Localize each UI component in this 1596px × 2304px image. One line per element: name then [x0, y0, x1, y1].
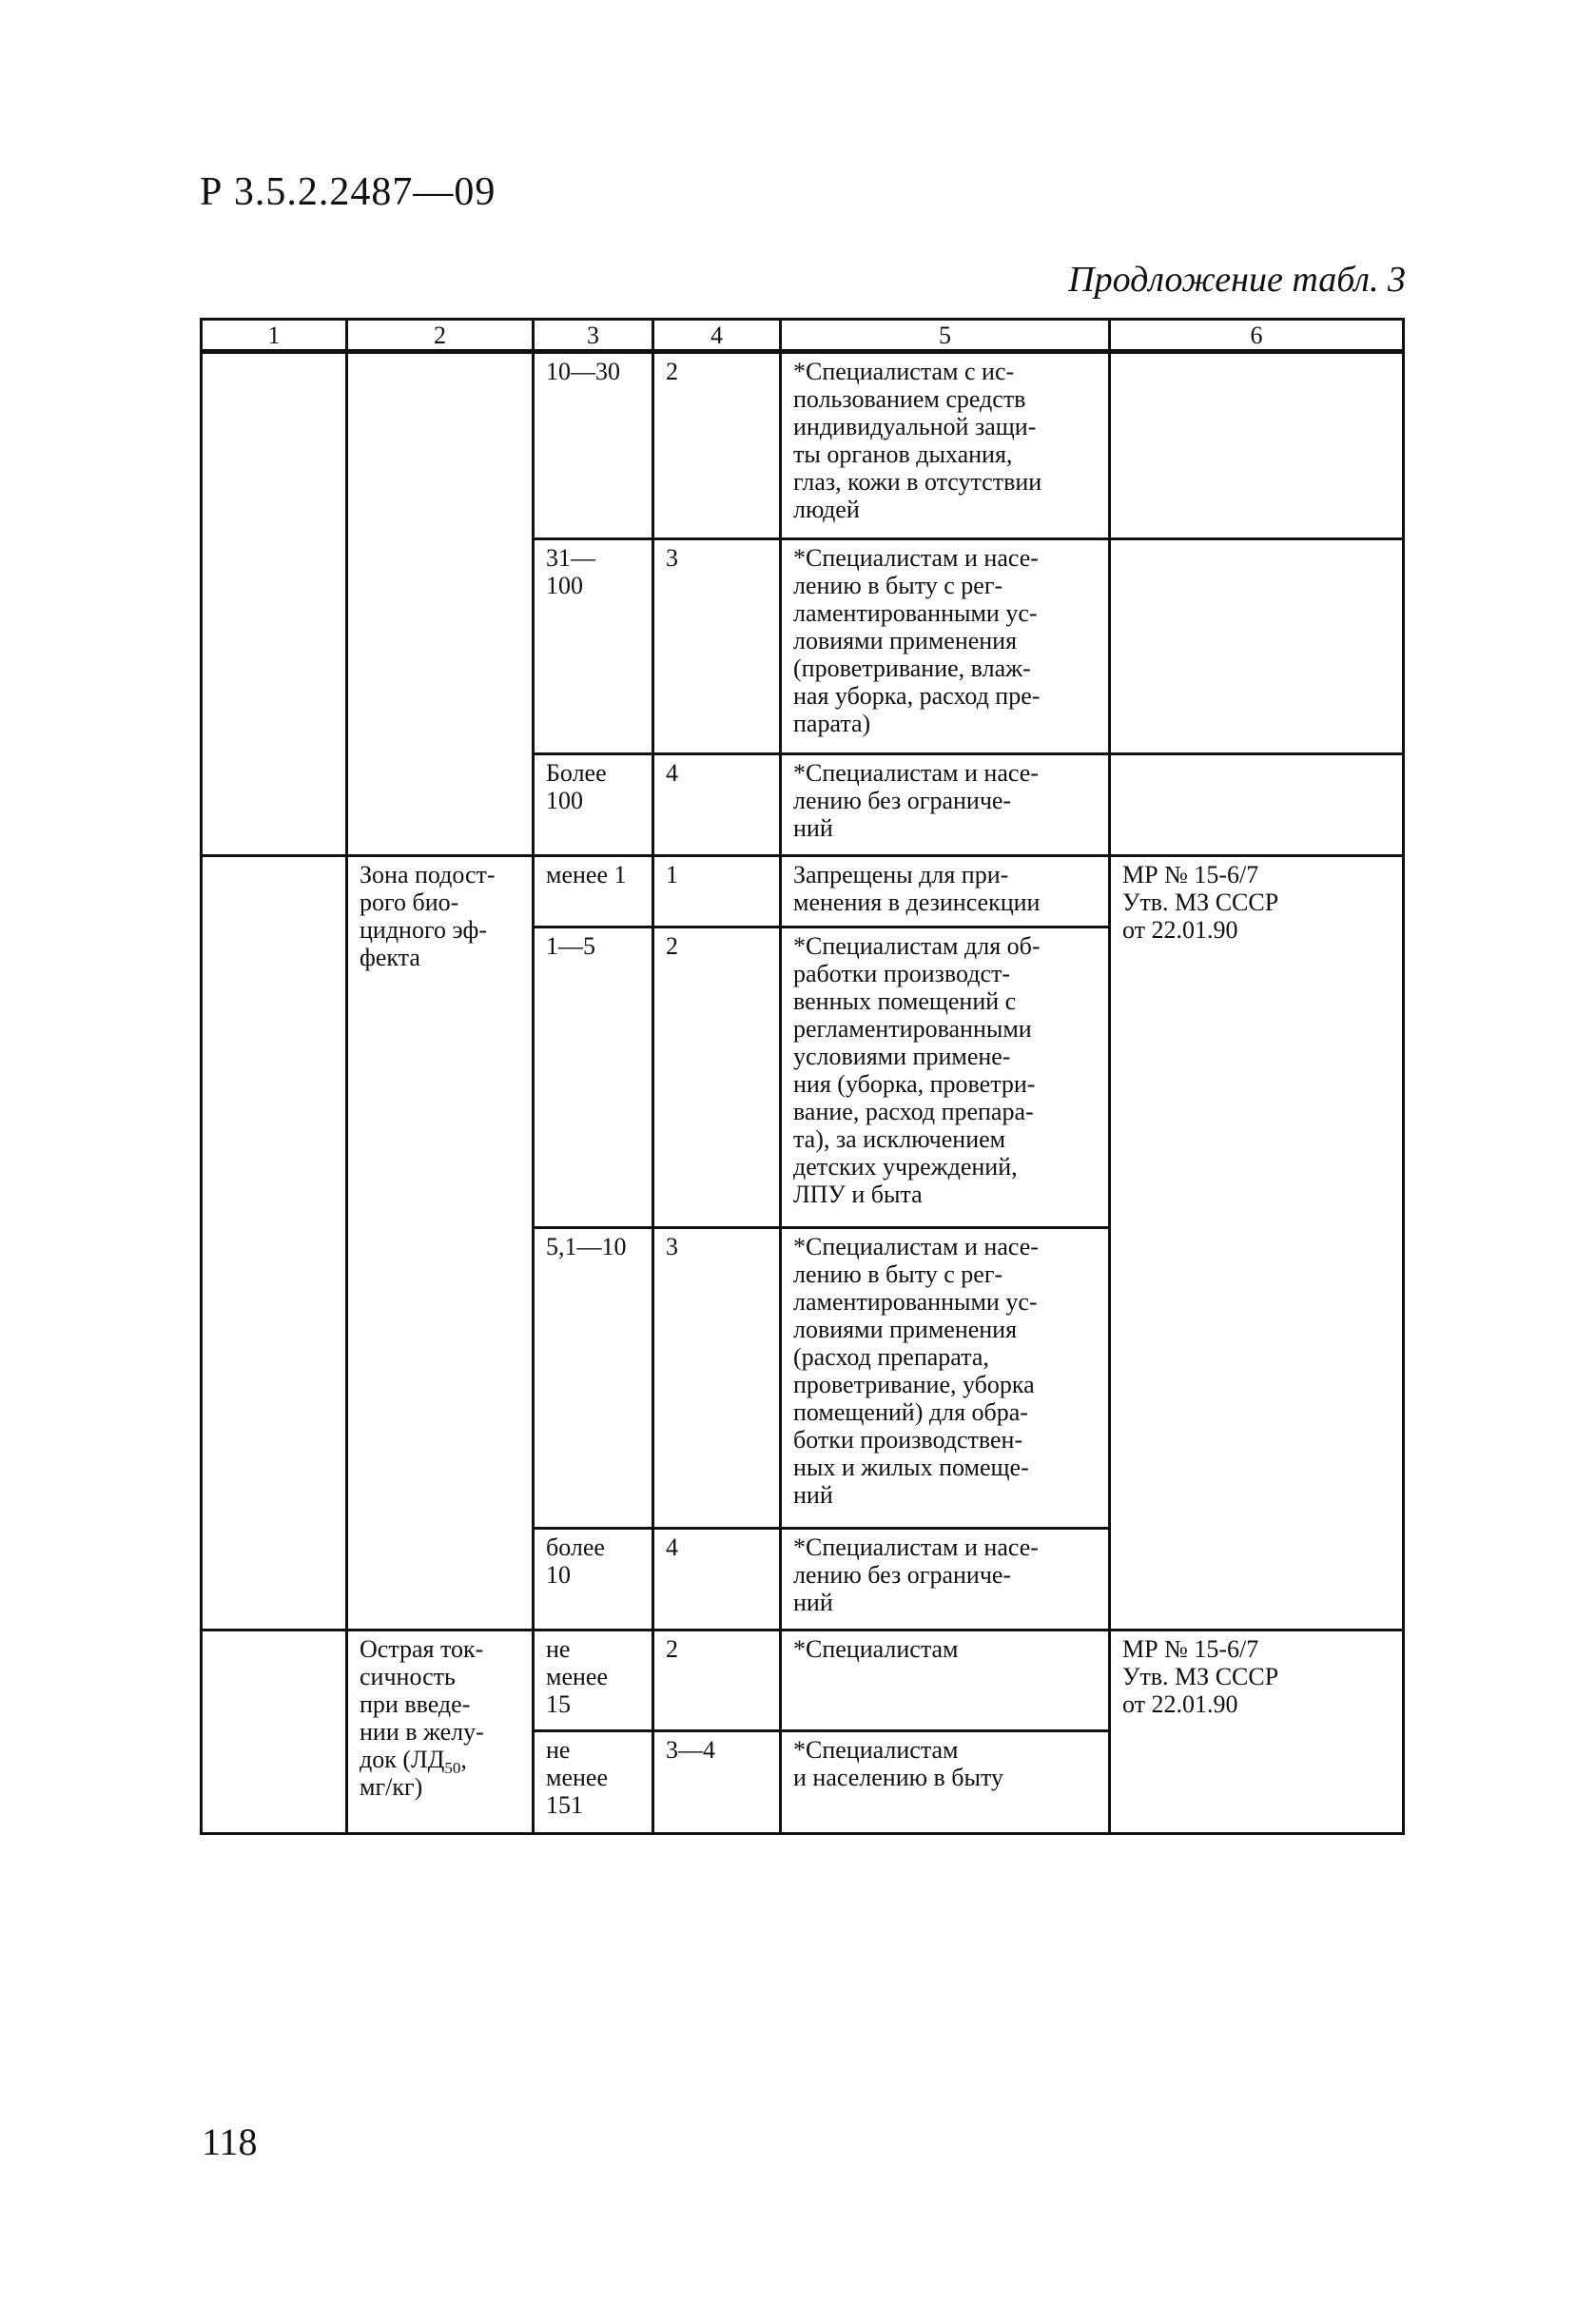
document-code: Р 3.5.2.2487—09 — [200, 170, 496, 214]
cell-usage: *Специалистам для об- работки производст- венных помещений с регламентированными условиями примене- ния (уборка, проветри- вание, расход препара- та), за исключением детских учреждений, ЛПУ и быта — [781, 927, 1110, 1228]
column-header-4: 4 — [653, 320, 781, 352]
cell-indicator — [347, 1630, 534, 1834]
cell-class: 2 — [653, 1630, 781, 1731]
cell-range: Более 100 — [534, 754, 653, 856]
table-row — [202, 352, 1404, 539]
column-header-6: 6 — [1110, 320, 1404, 352]
table-row — [202, 856, 1404, 927]
cell-col1-empty — [202, 352, 347, 856]
cell-class: 4 — [653, 754, 781, 856]
cell-usage: *Специалистам и насе- лению без ограниче- ний — [781, 1529, 1110, 1630]
cell-usage: *Специалистам и насе- лению в быту с рег- ламентированными ус- ловиями применения (расход препарата, проветривание, уборка помещений) для обра- ботки производствен- ных и жилых помеще- ний — [781, 1228, 1110, 1529]
cell-col2-empty — [347, 352, 534, 856]
cell-col6-empty — [1110, 539, 1404, 754]
cell-indicator: Зона подост- рого био- цидного эф- фекта — [347, 856, 534, 1630]
table-row — [202, 1630, 1404, 1731]
indicator-unit: , мг/кг) — [360, 1746, 467, 1801]
cell-usage: *Специалистам с ис- пользованием средств индивидуальной защи- ты органов дыхания, глаз, кожи в отсутствии людей — [781, 352, 1110, 539]
table-header-row — [202, 320, 1404, 352]
indicator-text: Острая ток- сичность при введе- нии в желу- док (ЛД — [360, 1635, 484, 1773]
cell-range: не менее 15 — [534, 1630, 653, 1731]
cell-usage: *Специалистам — [781, 1630, 1110, 1731]
column-header-1: 1 — [202, 320, 347, 352]
cell-range: не менее 151 — [534, 1731, 653, 1834]
column-header-3: 3 — [534, 320, 653, 352]
toxicity-classification-table — [200, 318, 1405, 1835]
cell-range: 5,1—10 — [534, 1228, 653, 1529]
page-number: 118 — [202, 2120, 258, 2163]
cell-col6-empty — [1110, 352, 1404, 539]
cell-reference: МР № 15-6/7 Утв. МЗ СССР от 22.01.90 — [1110, 1630, 1404, 1834]
cell-usage: *Специалистам и насе- лению в быту с рег- ламентированными ус- ловиями применения (проветривание, влаж- ная уборка, расход пре- парата) — [781, 539, 1110, 754]
indicator-subscript: 50 — [444, 1759, 461, 1778]
cell-reference: МР № 15-6/7 Утв. МЗ СССР от 22.01.90 — [1110, 856, 1404, 1630]
cell-usage: Запрещены для при- менения в дезинсекции — [781, 856, 1110, 927]
cell-range: 10—30 — [534, 352, 653, 539]
cell-col1-empty — [202, 856, 347, 1630]
cell-range: более 10 — [534, 1529, 653, 1630]
cell-col1-empty — [202, 1630, 347, 1834]
cell-class: 3 — [653, 1228, 781, 1529]
table-continuation-label: Продложение табл. 3 — [1068, 260, 1406, 300]
cell-class: 4 — [653, 1529, 781, 1630]
cell-class: 2 — [653, 927, 781, 1228]
cell-class: 1 — [653, 856, 781, 927]
cell-col6-empty — [1110, 754, 1404, 856]
cell-range: 1—5 — [534, 927, 653, 1228]
cell-class: 3—4 — [653, 1731, 781, 1834]
column-header-2: 2 — [347, 320, 534, 352]
cell-usage: *Специалистам и населению в быту — [781, 1731, 1110, 1834]
cell-class: 2 — [653, 352, 781, 539]
column-header-5: 5 — [781, 320, 1110, 352]
cell-usage: *Специалистам и насе- лению без ограниче- ний — [781, 754, 1110, 856]
cell-range: менее 1 — [534, 856, 653, 927]
cell-class: 3 — [653, 539, 781, 754]
cell-range: 31— 100 — [534, 539, 653, 754]
